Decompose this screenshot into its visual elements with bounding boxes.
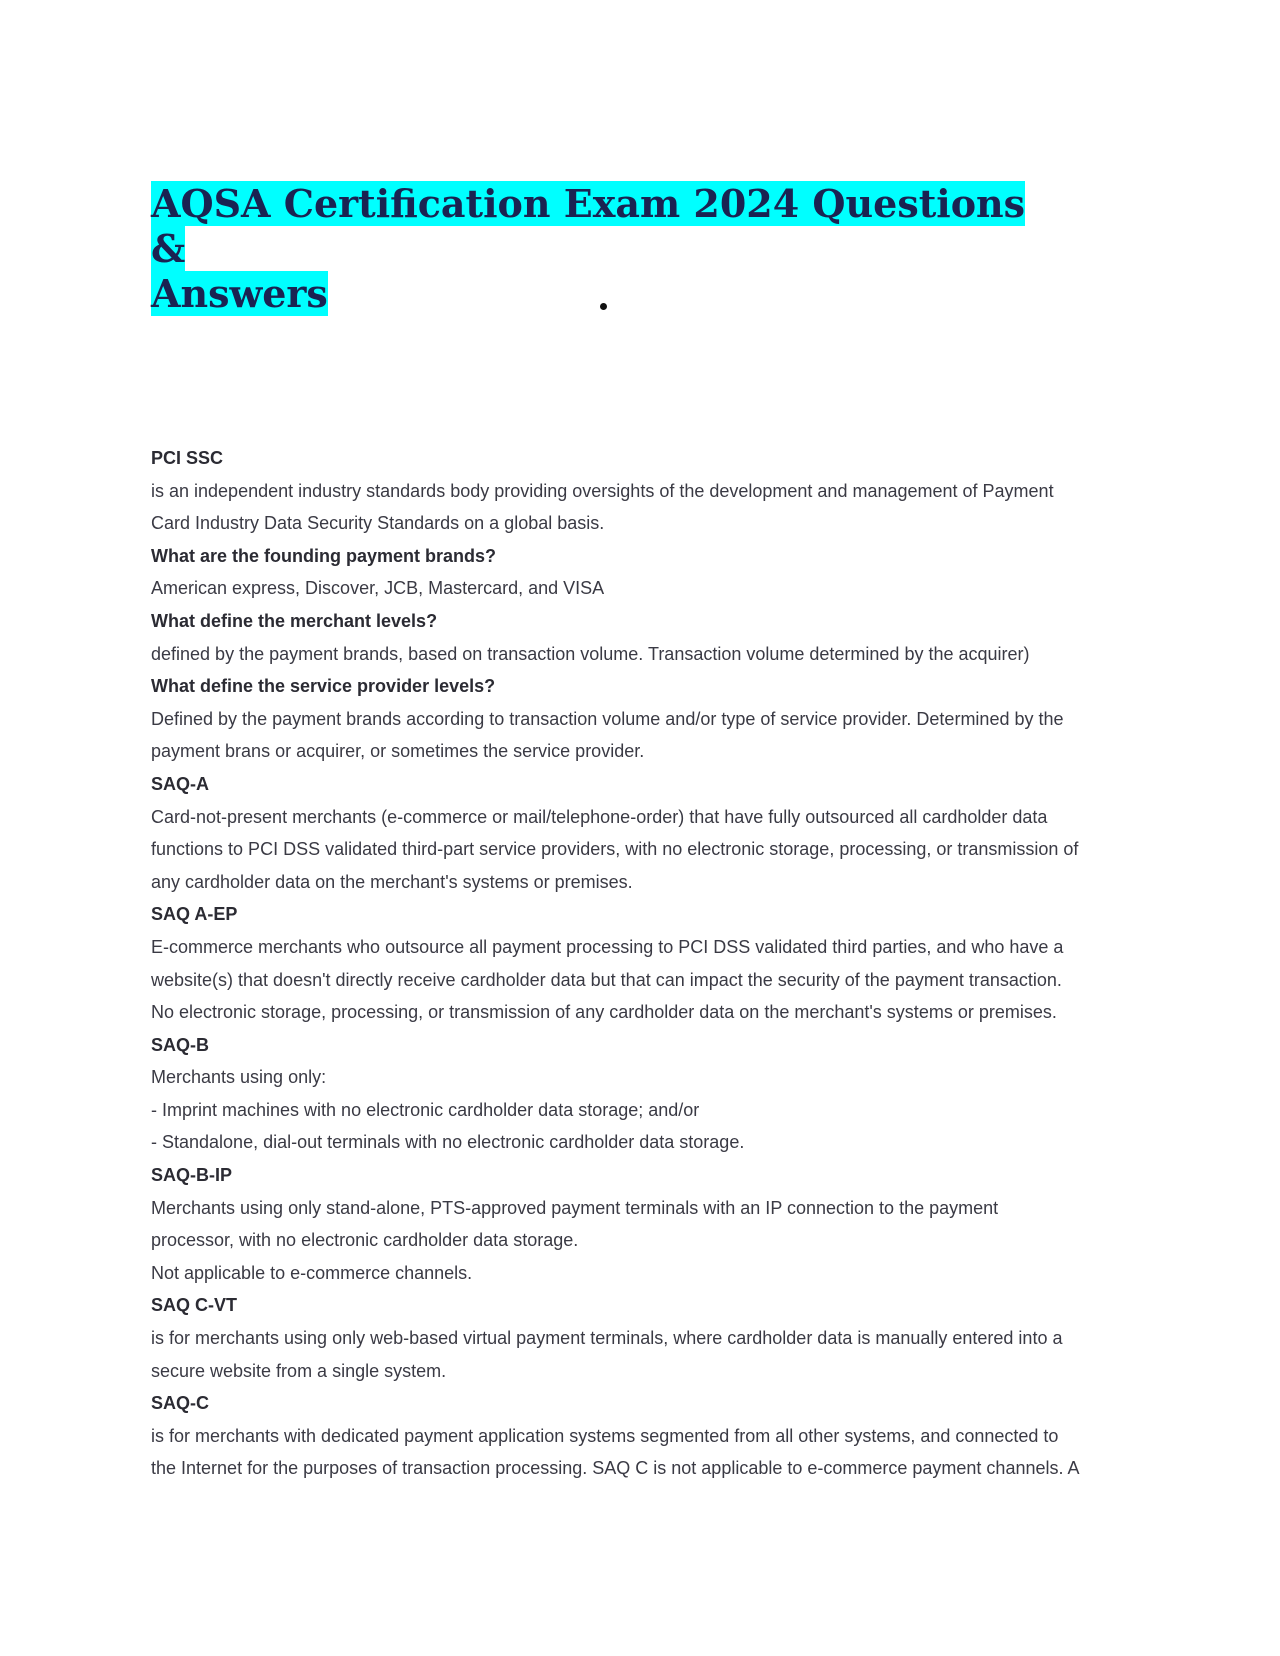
qa-list (151, 442, 1136, 1485)
bullet-dot-icon (600, 303, 607, 310)
answer-line: Defined by the payment brands according to transaction volume and/or type of service provider. Determined by the (151, 708, 1064, 729)
answer-line: Card-not-present merchants (e-commerce or mail/telephone-order) that have fully outsourced all cardholder data (151, 806, 1048, 827)
answer-line: is an independent industry standards body providing oversights of the development and management of Payment (151, 480, 1054, 501)
answer-line: website(s) that doesn't directly receive cardholder data but that can impact the security of the payment transaction. (151, 969, 1062, 990)
question-heading: SAQ-B (151, 1034, 209, 1055)
question-heading: What define the service provider levels? (151, 676, 496, 697)
question-heading: SAQ A-EP (151, 904, 238, 925)
answer-line: Merchants using only stand-alone, PTS-approved payment terminals with an IP connection to the payment (151, 1197, 999, 1218)
question-heading: What define the merchant levels? (151, 610, 438, 631)
title-line-2: Answers (151, 271, 328, 316)
answer-line: the Internet for the purposes of transaction processing. SAQ C is not applicable to e-commerce payment channels. A (151, 1458, 1080, 1479)
answer-line: processor, with no electronic cardholder data storage. (151, 1230, 579, 1251)
page-title (151, 181, 1051, 316)
question-heading: PCI SSC (151, 448, 224, 468)
answer-line: functions to PCI DSS validated third-part service providers, with no electronic storage, processing, or transmission of (151, 839, 1079, 860)
answer-line: Card Industry Data Security Standards on a global basis. (151, 513, 605, 534)
answer-line: is for merchants using only web-based virtual payment terminals, where cardholder data is manually entered into a (151, 1328, 1063, 1349)
answer-line: payment brans or acquirer, or sometimes the service provider. (151, 741, 645, 762)
answer-line: secure website from a single system. (151, 1360, 447, 1381)
title-heading (151, 181, 1051, 316)
title-line-1: AQSA Certification Exam 2024 Questions & (151, 181, 1026, 271)
answer-line: Merchants using only: (151, 1067, 327, 1088)
question-heading: SAQ C-VT (151, 1295, 238, 1316)
answer-line: defined by the payment brands, based on transaction volume. Transaction volume determined by the acquirer) (151, 643, 1030, 664)
answer-line: - Imprint machines with no electronic cardholder data storage; and/or (151, 1099, 700, 1120)
answer-line: is for merchants with dedicated payment application systems segmented from all other systems, and connected to (151, 1425, 1059, 1446)
answer-line: Not applicable to e-commerce channels. (151, 1262, 473, 1283)
answer-line: No electronic storage, processing, or transmission of any cardholder data on the merchant's systems or premises. (151, 1002, 1057, 1023)
answer-line: American express, Discover, JCB, Mastercard, and VISA (151, 578, 605, 599)
answer-line: E-commerce merchants who outsource all payment processing to PCI DSS validated third parties, and who have a (151, 936, 1064, 957)
question-heading: SAQ-C (151, 1393, 209, 1414)
answer-line: - Standalone, dial-out terminals with no electronic cardholder data storage. (151, 1132, 745, 1153)
question-heading: SAQ-B-IP (151, 1165, 232, 1186)
question-heading: SAQ-A (151, 773, 209, 794)
answer-line: any cardholder data on the merchant's systems or premises. (151, 871, 633, 892)
question-heading: What are the founding payment brands? (151, 545, 497, 566)
